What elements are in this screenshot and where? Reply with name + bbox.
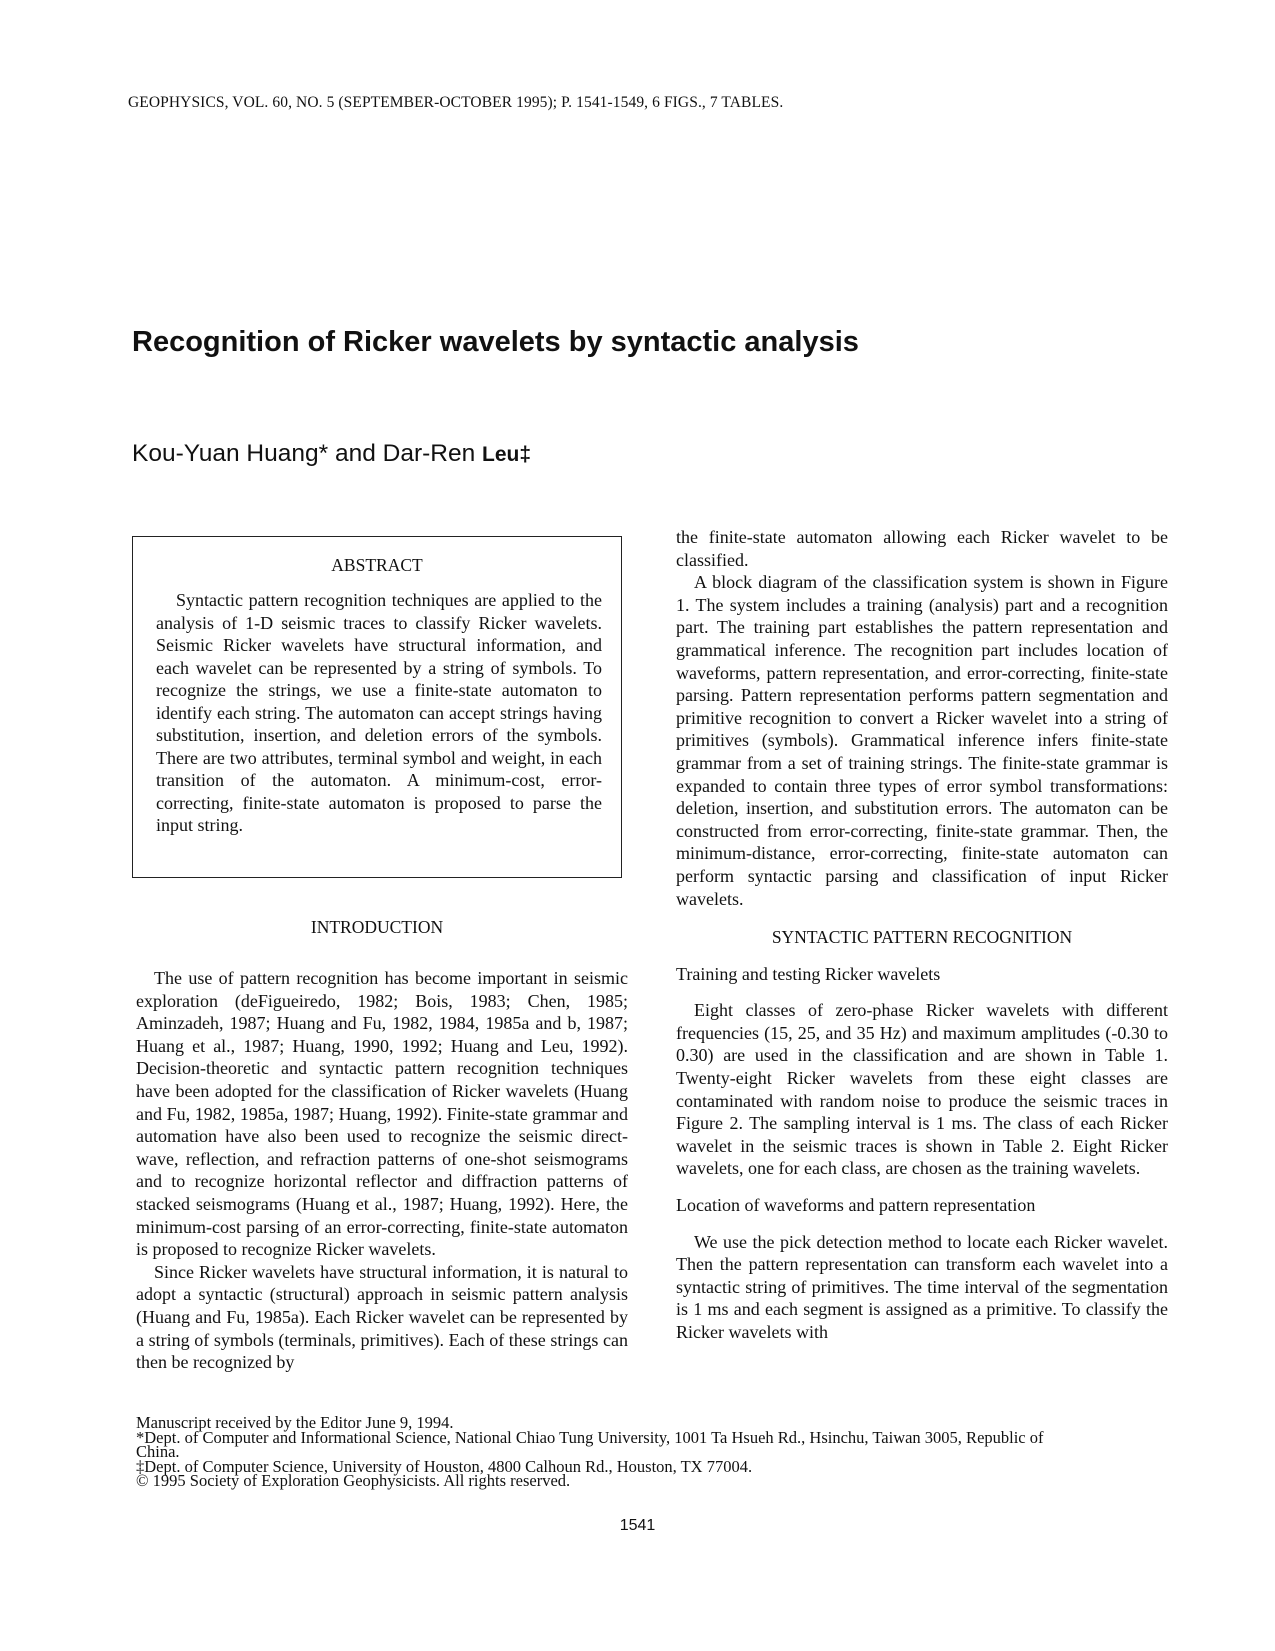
intro-paragraph-3: A block diagram of the classification system is shown in Figure 1. The system includes a training (analysis) part and a recognition part. The training part establishes the pattern representation and grammatical inference. The recognition part includes location of waveforms, pattern representation, and error-correcting, finite-state parsing. Pattern representation performs pattern segmentation and primitive recognition to convert a Ricker wavelet into a string of primitives (symbols). Grammatical inference infers finite-state grammar from a set of training strings. The finite-state grammar is expanded to contain three types of error symbol transformations: deletion, insertion, and substitution errors. The automaton can be constructed from error-correcting, finite-state grammar. Then, the minimum-distance, error-correcting, finite-state automaton can perform syntactic parsing and classification of input Ricker wavelets.	[676, 572, 1168, 909]
footnote-affiliation-1-cont: China.	[136, 1442, 180, 1461]
abstract-paragraph: Syntactic pattern recognition techniques are applied to the analysis of 1-D seismic traces to classify Ricker wavelets. Seismic Ricker wavelets have structural information, and each wavelet can be represented by a string of symbols. To recognize the strings, we use a finite-state automaton to identify each string. The automaton can accept strings having substitution, insertion, and deletion errors of the symbols. There are two attributes, terminal symbol and weight, in each transition of the automaton. A minimum-cost, error-correcting, finite-state automaton is proposed to parse the input string.	[156, 590, 602, 835]
training-paragraph: Eight classes of zero-phase Ricker wavelets with different frequencies (15, 25, and 35 Hz) and maximum amplitudes (-0.30 to 0.30) are used in the classification and are shown in Table 1. Twenty-eight Ricker wavelets from these eight classes are contaminated with random noise to produce the seismic traces in Figure 2. The sampling interval is 1 ms. The class of each Ricker wavelet in the seismic traces is shown in Table 2. Eight Ricker wavelets, one for each class, are chosen as the training wavelets.	[676, 1000, 1168, 1179]
footnote-affiliation-1: *Dept. of Computer and Informational Science, National Chiao Tung University, 1001 Ta Hsueh Rd., Hsinchu, Taiwan 3005, Republic of	[136, 1427, 1044, 1447]
authors	[132, 440, 531, 468]
author-connector: and Dar-Ren	[328, 440, 483, 467]
abstract-body	[156, 589, 602, 837]
footnote-received: Manuscript received by the Editor June 9, 1994.	[136, 1413, 454, 1432]
paper-title: Recognition of Ricker wavelets by syntactic analysis	[132, 326, 859, 358]
right-column	[676, 526, 1168, 1344]
intro-paragraph-2: Since Ricker wavelets have structural information, it is natural to adopt a syntactic (structural) approach in seismic pattern analysis (Huang and Fu, 1985a). Each Ricker wavelet can be represented by a string of symbols (terminals, primitives). Each of these strings can then be recognized by	[136, 1261, 628, 1373]
subsection-heading-training: Training and testing Ricker wavelets	[676, 963, 941, 984]
syntactic-section-heading: SYNTACTIC PATTERN RECOGNITION	[771, 927, 1073, 948]
footnote-copyright: © 1995 Society of Exploration Geophysicists. All rights reserved.	[136, 1471, 571, 1490]
location-paragraph: We use the pick detection method to locate each Ricker wavelet. Then the pattern representation can transform each wavelet into a syntactic string of primitives. The time interval of the segmentation is 1 ms and each segment is assigned as a primitive. To classify the Ricker wavelets with	[676, 1231, 1168, 1342]
footnote-affiliation-2: ‡Dept. of Computer Science, University of Houston, 4800 Calhoun Rd., Houston, TX 77004.	[136, 1456, 753, 1476]
left-column	[136, 967, 628, 1374]
intro-paragraph-2-continued: the finite-state automaton allowing each Ricker wavelet to be classified.	[676, 527, 1168, 570]
journal-header: GEOPHYSICS, VOL. 60, NO. 5 (SEPTEMBER-OCTOBER 1995); P. 1541-1549, 6 FIGS., 7 TABLES.	[128, 94, 784, 111]
intro-paragraph-1: The use of pattern recognition has become important in seismic exploration (deFigueiredo, 1982; Bois, 1983; Chen, 1985; Aminzadeh, 1987; Huang and Fu, 1982, 1984, 1985a and b, 1987; Huang et al., 1987; Huang, 1990, 1992; Huang and Leu, 1992). Decision-theoretic and syntactic pattern recognition techniques have been adopted for the classification of Ricker wavelets (Huang and Fu, 1982, 1985a, 1987; Huang, 1992). Finite-state grammar and automation have also been used to recognize the seismic direct-wave, reflection, and refraction patterns of one-shot seismograms and to recognize horizontal reflector and diffraction patterns of stacked seismograms (Huang et al., 1987; Huang, 1992). Here, the minimum-cost parsing of an error-correcting, finite-state automaton is proposed to recognize Ricker wavelets.	[136, 968, 628, 1260]
author-1: Kou-Yuan Huang*	[132, 440, 329, 467]
footnotes	[136, 1413, 1168, 1490]
page-number: 1541	[619, 1517, 656, 1534]
subsection-heading-location: Location of waveforms and pattern representation	[676, 1195, 1036, 1216]
introduction-heading: INTRODUCTION	[310, 917, 444, 937]
abstract-heading: ABSTRACT	[331, 555, 423, 575]
author-2-surname: Leu‡	[482, 443, 532, 466]
